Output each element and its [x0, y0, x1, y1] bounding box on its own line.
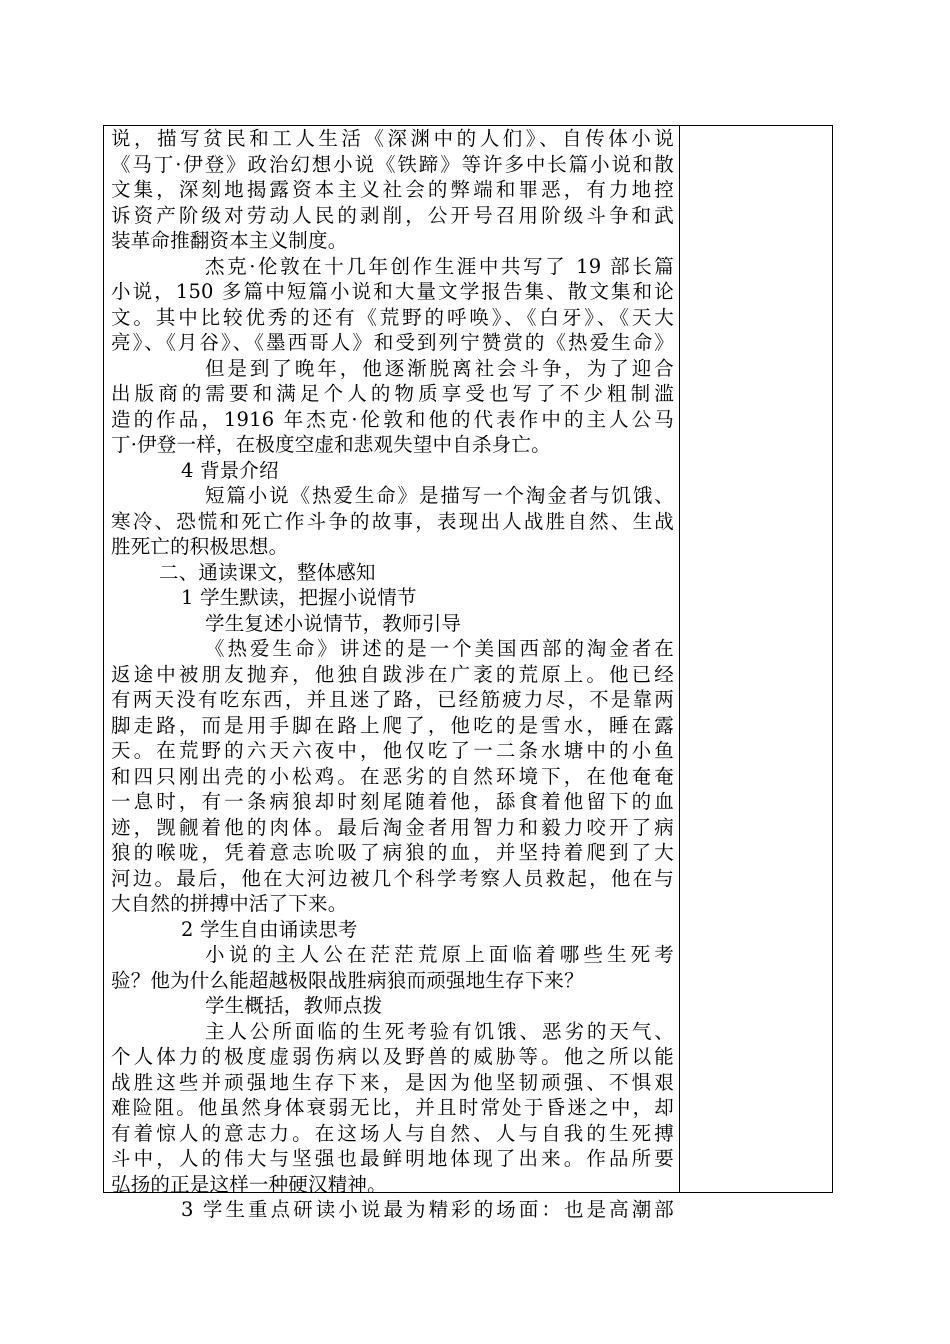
- text-line: 难险阻。他虽然身体衰弱无比，并且时常处于昏迷之中，却: [111, 1096, 674, 1119]
- notes-cell: [680, 126, 832, 1192]
- text-line: 验？他为什么能超越极限战胜病狼而顽强地生存下来？: [111, 968, 584, 992]
- text-line: 河边。最后，他在大河边被几个科学考察人员救起，他在与: [111, 866, 674, 890]
- text-line: 说，描写贫民和工人生活《深渊中的人们》、自传体小说: [111, 127, 674, 150]
- text-line: 丁·伊登一样，在极度空虚和悲观失望中自杀身亡。: [111, 433, 551, 456]
- text-line: 造的作品，1916 年杰克·伦敦和他的代表作中的主人公马: [111, 407, 674, 431]
- lesson-content-cell: [104, 126, 680, 1221]
- text-line: 文集，深刻地揭露资本主义社会的弊端和罪恶，有力地控: [111, 178, 674, 201]
- text-line: 亮》、《月谷》、《墨西哥人》和受到列宁赞赏的《热爱生命》: [111, 331, 674, 354]
- text-line: 短篇小说《热爱生命》是描写一个淘金者与饥饿、: [205, 484, 674, 507]
- text-line: 斗中，人的伟大与坚强也最鲜明地体现了出来。作品所要: [111, 1147, 674, 1170]
- text-line: 狼的喉咙，凭着意志吮吸了病狼的血，并坚持着爬到了大: [111, 841, 674, 864]
- text-line: 和四只刚出壳的小松鸡。在恶劣的自然环境下，在他奄奄: [111, 764, 674, 788]
- text-line: 文。其中比较优秀的还有《荒野的呼唤》、《白牙》、《天大: [111, 305, 674, 329]
- text-line: 小说，150 多篇中短篇小说和大量文学报告集、散文集和论: [111, 280, 674, 303]
- text-line: 小说的主人公在茫茫荒原上面临着哪些生死考: [205, 943, 674, 966]
- text-line: 学生概括，教师点拨: [205, 994, 383, 1017]
- text-line: 学生复述小说情节，教师引导: [205, 611, 462, 635]
- text-line: 二、通读课文，整体感知: [159, 560, 376, 584]
- text-line: 返途中被朋友抛弃，他独自跋涉在广袤的荒原上。他已经: [111, 662, 674, 686]
- text-line: 但是到了晚年，他逐渐脱离社会斗争，为了迎合: [205, 356, 674, 380]
- text-line: 一息时，有一条病狼却时刻尾随着他，舔食着他留下的血: [111, 790, 674, 813]
- text-line: 《热爱生命》讲述的是一个美国西部的淘金者在: [205, 637, 674, 660]
- text-line: 战胜这些并顽强地生存下来，是因为他坚韧顽强、不惧艰: [111, 1070, 674, 1094]
- text-line: 脚走路，而是用手脚在路上爬了，他吃的是雪水，睡在露: [111, 713, 674, 737]
- text-line: 有着惊人的意志力。在这场人与自然、人与自我的生死搏: [111, 1121, 674, 1145]
- text-line: 主人公所面临的生死考验有饥饿、恶劣的天气、: [205, 1019, 674, 1043]
- text-line: 《马丁·伊登》政治幻想小说《铁蹄》等许多中长篇小说和散: [111, 152, 674, 176]
- text-line: 寒冷、恐慌和死亡作斗争的故事，表现出人战胜自然、生战: [111, 509, 674, 533]
- text-line: 胜死亡的积极思想。: [111, 535, 289, 558]
- text-line: 3 学生重点研读小说最为精彩的场面：也是高潮部: [181, 1198, 674, 1221]
- text-line: 个人体力的极度虚弱伤病以及野兽的威胁等。他之所以能: [111, 1045, 674, 1068]
- text-line: 1 学生默读，把握小说情节: [181, 586, 417, 609]
- text-line: 2 学生自由诵读思考: [181, 917, 358, 941]
- text-line: 大自然的拼搏中活了下来。: [111, 892, 348, 915]
- text-line: 迹，觊觎着他的肉体。最后淘金者用智力和毅力咬开了病: [111, 815, 674, 839]
- text-line: 出版商的需要和满足个人的物质享受也写了不少粗制滥: [111, 382, 674, 405]
- text-line: 装革命推翻资本主义制度。: [111, 229, 348, 252]
- text-line: 诉资产阶级对劳动人民的剥削，公开号召用阶级斗争和武: [111, 203, 674, 227]
- text-line: 天。在荒野的六天六夜中，他仅吃了一二条水塘中的小鱼: [111, 739, 674, 762]
- text-line: 有两天没有吃东西，并且迷了路，已经筋疲力尽，不是靠两: [111, 688, 674, 711]
- text-line: 4 背景介绍: [181, 458, 279, 482]
- lesson-plan-table: [103, 125, 833, 1221]
- text-line: 弘扬的正是这样一种硬汉精神。: [111, 1172, 387, 1196]
- text-line: 杰克·伦敦在十几年创作生涯中共写了 19 部长篇: [205, 254, 674, 278]
